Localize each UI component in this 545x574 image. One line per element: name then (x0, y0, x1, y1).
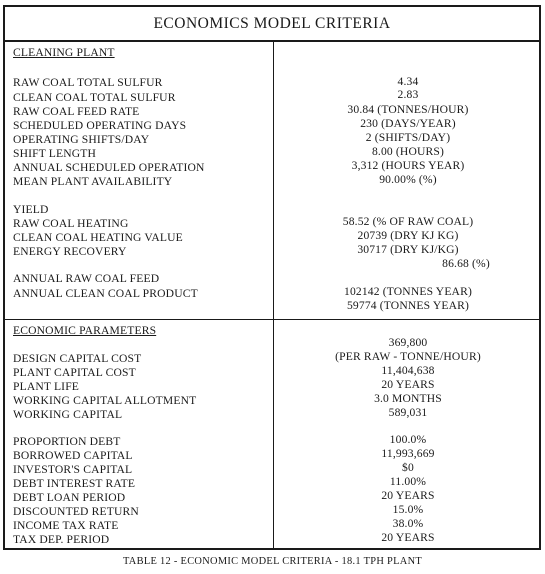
table-row-value: 30.84 (TONNES/HOUR) (347, 103, 469, 116)
table-row-value: 90.00% (%) (379, 173, 437, 186)
table-row-value: (PER RAW - TONNE/HOUR) (335, 350, 481, 363)
table-row-value: 86.68 (%) (442, 257, 490, 270)
table-caption: TABLE 12 - ECONOMIC MODEL CRITERIA - 18.1 TPH PLANT (122, 556, 423, 567)
table-row-label: MEAN PLANT AVAILABILITY (13, 175, 173, 188)
table-row-label: OPERATING SHIFTS/DAY (13, 133, 150, 146)
table-row-label: DESIGN CAPITAL COST (13, 352, 142, 365)
table-row-label: TAX DEP. PERIOD (13, 533, 110, 546)
table-row-label: INVESTOR'S CAPITAL (13, 463, 133, 476)
table-row-value: 230 (DAYS/YEAR) (360, 117, 456, 130)
table-row-value: 100.0% (389, 433, 427, 446)
table-row-value: 58.52 (% OF RAW COAL) (342, 215, 474, 228)
table-row-label: ANNUAL SCHEDULED OPERATION (13, 161, 205, 174)
table-row-label: CLEAN COAL TOTAL SULFUR (13, 91, 176, 104)
table-row-label: WORKING CAPITAL ALLOTMENT (13, 394, 197, 407)
table-row-label: DEBT LOAN PERIOD (13, 491, 126, 504)
table-row-value: 3,312 (HOURS YEAR) (351, 159, 465, 172)
table-row-value: 8.00 (HOURS) (371, 145, 444, 158)
table-row-label: RAW COAL HEATING (13, 217, 129, 230)
table-row-value: 11,993,669 (381, 447, 435, 460)
table-row-value: 20 YEARS (381, 489, 435, 502)
section-heading-cleaning-plant: CLEANING PLANT (13, 46, 115, 59)
table-row-label: DISCOUNTED RETURN (13, 505, 139, 518)
table-row-value: 15.0% (392, 503, 424, 516)
table-row-label: BORROWED CAPITAL (13, 449, 133, 462)
table-row-value: 11.00% (389, 475, 427, 488)
table-row-value: 20 YEARS (381, 531, 435, 544)
table-row-value: 30717 (DRY KJ/KG) (357, 243, 459, 256)
table-row-label: CLEAN COAL HEATING VALUE (13, 231, 183, 244)
table-row-label: WORKING CAPITAL (13, 408, 123, 421)
section-heading-economic-parameters: ECONOMIC PARAMETERS (13, 324, 157, 337)
table-row-label: SCHEDULED OPERATING DAYS (13, 119, 187, 132)
table-row-label: DEBT INTEREST RATE (13, 477, 136, 490)
table-row-value: 102142 (TONNES YEAR) (344, 285, 472, 298)
criteria-table (3, 5, 541, 550)
table-row-value: 11,404,638 (381, 364, 435, 377)
table-row-value: 3.0 MONTHS (374, 392, 442, 405)
table-title: ECONOMICS MODEL CRITERIA (5, 7, 539, 42)
column-divider (273, 40, 274, 548)
table-row-label: RAW COAL FEED RATE (13, 105, 140, 118)
table-row-label: RAW COAL TOTAL SULFUR (13, 76, 163, 89)
table-row-label: YIELD (13, 203, 49, 216)
table-row-value: 2.83 (397, 88, 419, 101)
section-divider (5, 319, 539, 320)
table-row-label: ANNUAL CLEAN COAL PRODUCT (13, 287, 198, 300)
table-row-label: PLANT LIFE (13, 380, 80, 393)
table-row-value: 4.34 (397, 75, 419, 88)
table-row-value: 369,800 (388, 336, 428, 349)
table-row-value: 2 (SHIFTS/DAY) (365, 131, 451, 144)
table-row-label: INCOME TAX RATE (13, 519, 119, 532)
table-row-label: ENERGY RECOVERY (13, 245, 127, 258)
table-row-value: 20 YEARS (381, 378, 435, 391)
table-row-value: 589,031 (388, 406, 428, 419)
table-row-label: PLANT CAPITAL COST (13, 366, 136, 379)
table-row-value: 38.0% (392, 517, 424, 530)
table-row-label: PROPORTION DEBT (13, 435, 121, 448)
table-row-value: 59774 (TONNES YEAR) (346, 299, 469, 312)
table-row-label: SHIFT LENGTH (13, 147, 97, 160)
table-row-value: 20739 (DRY KJ KG) (357, 229, 459, 242)
table-row-value: $0 (402, 461, 414, 474)
table-row-label: ANNUAL RAW COAL FEED (13, 272, 160, 285)
